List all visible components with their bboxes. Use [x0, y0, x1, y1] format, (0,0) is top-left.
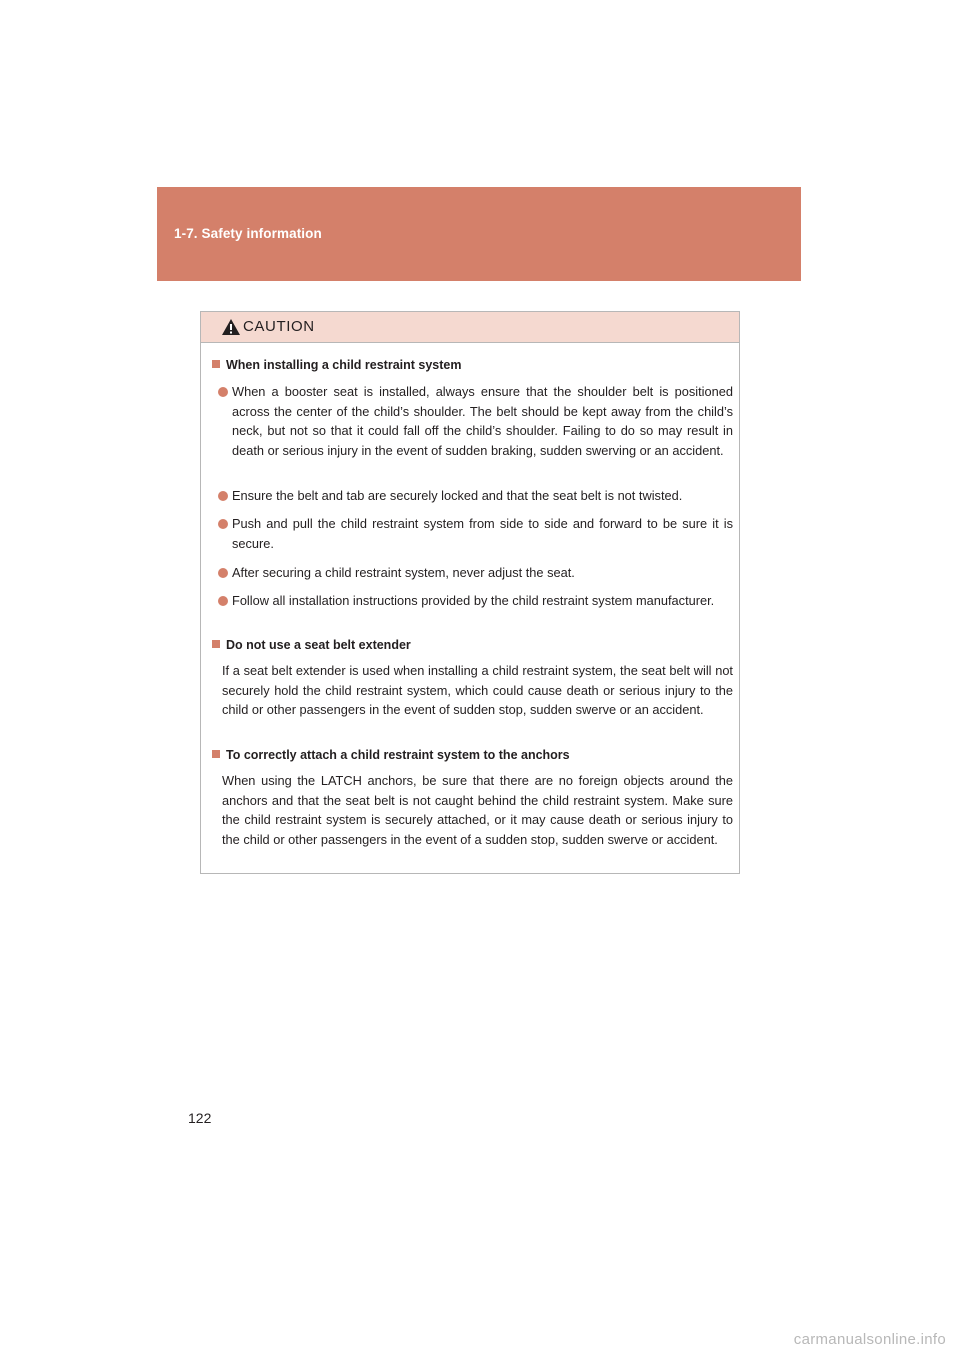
section-heading-anchors: To correctly attach a child restraint system to the anchors — [212, 748, 570, 762]
paragraph-anchors: When using the LATCH anchors, be sure that there are no foreign objects around the anchors and that the seat belt is not caught behind the child restraint system. Make sure the child restraint system is securely attached, or it may cause death or serious injury to the child or other passengers in the event of a sudden stop, sudden swerve or accident. — [222, 773, 733, 847]
list-item: Ensure the belt and tab are securely locked and that the seat belt is not twisted. — [218, 486, 733, 506]
list-item: Follow all installation instructions provided by the child restraint system manufacturer. — [218, 591, 733, 611]
list-item: After securing a child restraint system, never adjust the seat. — [218, 563, 733, 583]
square-bullet-icon — [212, 750, 220, 758]
square-bullet-icon — [212, 360, 220, 368]
paragraph-extender: If a seat belt extender is used when installing a child restraint system, the seat belt will not securely hold the child restraint system, which could cause death or serious injury to the child or other passengers in the event of sudden stop, sudden swerve or an accident. — [222, 663, 733, 717]
section-heading-installing: When installing a child restraint system — [212, 358, 461, 372]
bullet-dot-icon — [218, 491, 228, 501]
section-title: 1-7. Safety information — [174, 226, 322, 241]
caution-body — [201, 343, 739, 873]
section-heading-extender: Do not use a seat belt extender — [212, 638, 411, 652]
bullet-dot-icon — [218, 387, 228, 397]
page-number: 122 — [188, 1110, 212, 1126]
bullet-dot-icon — [218, 519, 228, 529]
list-item: Push and pull the child restraint system from side to side and forward to be sure it is secure. — [218, 514, 733, 553]
caution-header — [201, 312, 739, 343]
section-header-band — [157, 187, 801, 281]
bullet-dot-icon — [218, 568, 228, 578]
caution-box — [200, 311, 740, 874]
list-item: When a booster seat is installed, always ensure that the shoulder belt is positioned across the center of the child’s shoulder. The belt should be kept away from the child’s neck, but not so that it could fall off the child’s shoulder. Failing to do so may result in death or serious injury in the event of sudden braking, sudden swerving or an accident. — [218, 382, 733, 460]
bullet-dot-icon — [218, 596, 228, 606]
warning-triangle-icon — [221, 318, 241, 336]
watermark: carmanualsonline.info — [793, 1331, 946, 1348]
caution-label: CAUTION — [243, 318, 315, 335]
square-bullet-icon — [212, 640, 220, 648]
